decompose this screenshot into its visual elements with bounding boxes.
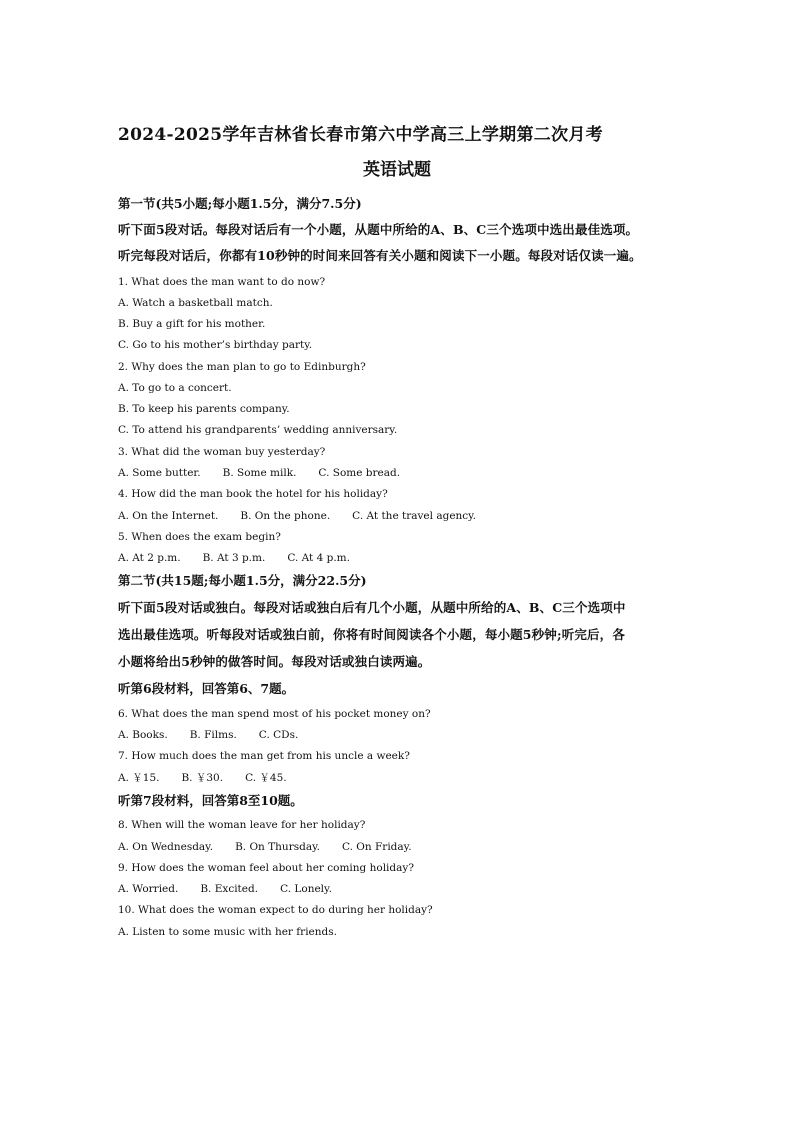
part1-instruction-line: 听完每段对话后，你都有10秒钟的时间来回答有关小题和阅读下一小题。每段对话仅读一遍。 — [118, 248, 642, 263]
part2-instruction-line: 选出最佳选项。听每段对话或独白前，你将有时间阅读各个小题，每小题5秒钟;听完后，各 — [118, 627, 625, 642]
exam-title: 2024-2025学年吉林省长春市第六中学高三上学期第二次月考 — [118, 125, 603, 145]
answer-option: B. Films. — [189, 729, 237, 741]
answer-option: A. Listen to some music with her friends. — [118, 926, 337, 938]
answer-option: A. On the Internet. — [118, 510, 219, 522]
answer-option: B. At 3 p.m. — [202, 552, 266, 564]
answer-options-row — [118, 882, 332, 896]
answer-option: A. At 2 p.m. — [118, 552, 181, 564]
answer-option: A. Books. — [118, 729, 168, 741]
answer-option: A. ￥15. — [118, 772, 160, 784]
answer-options-row — [118, 728, 298, 742]
part2-instruction-line: 听下面5段对话或独白。每段对话或独白后有几个小题，从题中所给的A、B、C三个选项中 — [118, 600, 626, 615]
question-stem: 2. Why does the man plan to go to Edinburgh? — [118, 361, 366, 373]
answer-option: C. Go to his mother’s birthday party. — [118, 339, 313, 351]
answer-options-row — [118, 551, 350, 565]
question-stem: 9. How does the woman feel about her coming holiday? — [118, 862, 414, 874]
answer-options-row — [118, 466, 400, 480]
answer-option: B. Buy a gift for his mother. — [118, 318, 266, 330]
answer-option: B. To keep his parents company. — [118, 403, 290, 415]
question-stem: 5. When does the exam begin? — [118, 531, 281, 543]
answer-option: C. ￥45. — [245, 772, 287, 784]
answer-option: A. Some butter. — [118, 467, 201, 479]
part1-instruction-line: 听下面5段对话。每段对话后有一个小题，从题中所给的A、B、C三个选项中选出最佳选项。 — [118, 222, 639, 237]
answer-option: B. On Thursday. — [235, 841, 320, 853]
answer-option: C. To attend his grandparents’ wedding anniversary. — [118, 424, 398, 436]
part2-instruction-line: 小题将给出5秒钟的做答时间。每段对话或独白读两遍。 — [118, 654, 431, 669]
answer-option: C. On Friday. — [341, 841, 412, 853]
part2-heading: 第二节(共15题;每小题1.5分，满分22.5分) — [118, 573, 367, 588]
answer-option: C. Lonely. — [280, 883, 332, 895]
answer-options-row — [118, 840, 412, 854]
answer-option: B. On the phone. — [240, 510, 331, 522]
part1-heading: 第一节(共5小题;每小题1.5分，满分7.5分) — [118, 196, 362, 211]
question-stem: 8. When will the woman leave for her holiday? — [118, 819, 366, 831]
answer-options-row — [118, 771, 287, 785]
answer-option: B. ￥30. — [181, 772, 224, 784]
answer-option: C. At the travel agency. — [352, 510, 477, 522]
answer-options-row — [118, 509, 476, 523]
exam-subtitle: 英语试题 — [363, 160, 431, 180]
answer-option: C. At 4 p.m. — [287, 552, 350, 564]
answer-option: A. Watch a basketball match. — [118, 297, 273, 309]
material7-heading: 听第7段材料，回答第8至10题。 — [118, 793, 303, 808]
answer-option: B. Excited. — [200, 883, 259, 895]
question-stem: 6. What does the man spend most of his pocket money on? — [118, 708, 431, 720]
question-stem: 7. How much does the man get from his uncle a week? — [118, 750, 410, 762]
question-stem: 4. How did the man book the hotel for his holiday? — [118, 488, 388, 500]
question-stem: 1. What does the man want to do now? — [118, 276, 326, 288]
answer-option: A. To go to a concert. — [118, 382, 232, 394]
question-stem: 10. What does the woman expect to do during her holiday? — [118, 904, 433, 916]
material6-heading: 听第6段材料，回答第6、7题。 — [118, 681, 295, 696]
answer-option: B. Some milk. — [222, 467, 297, 479]
answer-option: C. Some bread. — [318, 467, 401, 479]
answer-option: C. CDs. — [258, 729, 299, 741]
answer-option: A. On Wednesday. — [118, 841, 214, 853]
answer-option: A. Worried. — [118, 883, 179, 895]
question-stem: 3. What did the woman buy yesterday? — [118, 446, 326, 458]
